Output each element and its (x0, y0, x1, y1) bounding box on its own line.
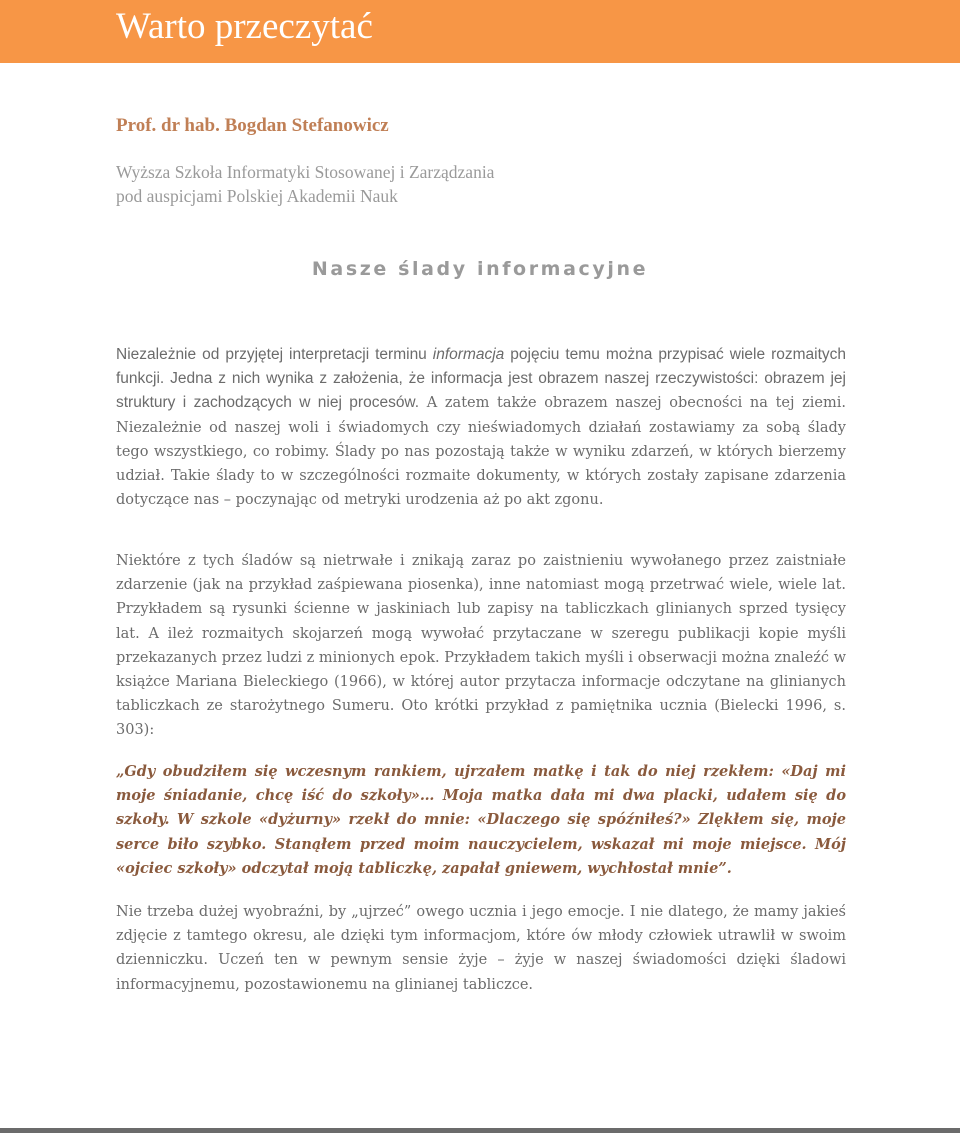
diary-quote (116, 760, 846, 881)
paragraph-1-rest: A zatem także obrazem naszej obecności na tej ziemi. Niezależnie od naszej woli i świadomych czy nieświadomych działań zostawiamy za sobą ślady tego wszystkiego, co robimy. Ślady po nas pozostają także w wyniku zdarzeń, w których bierzemy udział. Takie ślady to w szczególności rozmaite dokumenty, w których zostały zapisane zdarzenia dotyczące nas – poczynając od metryki urodzenia aż po akt zgonu. (116, 395, 847, 509)
page-title: Warto przeczytać (116, 6, 373, 47)
affiliation (116, 160, 494, 208)
paragraph-1-lead: Niezależnie od przyjętej interpretacji terminu (116, 346, 433, 363)
author-name: Prof. dr hab. Bogdan Stefanowicz (116, 115, 389, 136)
paragraph-1-term: informacja (432, 346, 505, 363)
paragraph-1 (116, 343, 846, 512)
paragraph-3 (116, 900, 846, 997)
diary-quote-text: „Gdy obudziłem się wczesnym rankiem, ujrzałem matkę i tak do niej rzekłem: «Daj mi moje śniadanie, chcę iść do szkoły»… Moja matka dała mi dwa placki, udałem się do szkoły. W szkole «dyżurny» rzekł do mnie: «Dlaczego się spóźniłeś?» Zlękłem się, moje serce biło szybko. Stanąłem przed moim nauczycielem, wskazał mi moje miejsce. Mój «ojciec szkoły» odczytał moją tabliczkę, zapałał gniewem, wychłostał mnie”. (116, 763, 846, 877)
paragraph-2 (116, 549, 846, 743)
affiliation-line-1: Wyższa Szkoła Informatyki Stosowanej i Zarządzania (116, 162, 495, 182)
article-title: Nasze ślady informacyjne (311, 258, 649, 280)
footer-divider (0, 1128, 960, 1133)
paragraph-3-text: Nie trzeba dużej wyobraźni, by „ujrzeć” owego ucznia i jego emocje. I nie dlatego, że mamy jakieś zdjęcie z tamtego okresu, ale dzięki tym informacjom, które ów młody człowiek utrawlił w swoim dzienniczku. Uczeń ten w pewnym sensie żyje – żyje w naszej świadomości dzięki śladowi informacyjnemu, pozostawionemu na glinianej tabliczce. (116, 904, 846, 993)
paragraph-1-after-term: pojęciu temu można przypisać wiele rozmaitych funkcji. Jedna z nich wynika z założenia, że informacja jest obrazem naszej rzeczywistości: obrazem jej struktury i zachodzących w niej procesów. (116, 346, 846, 412)
affiliation-line-2: pod auspicjami Polskiej Akademii Nauk (116, 186, 398, 206)
paragraph-2-text: Niektóre z tych śladów są nietrwałe i znikają zaraz po zaistnieniu wywołanego przez zaistniałe zdarzenie (jak na przykład zaśpiewana piosenka), inne natomiast mogą przetrwać wiele, wiele lat. Przykładem są rysunki ścienne w jaskiniach lub zapisy na tabliczkach glinianych sprzed tysięcy lat. A ileż rozmaitych skojarzeń mogą wywołać przytaczane w szeregu publikacji kopie myśli przekazanych przez ludzi z minionych epok. Przykładem takich myśli i obserwacji można znaleźć w książce Mariana Bieleckiego (1966), w której autor przytacza informacje odczytane na glinianych tabliczkach ze starożytnego Sumeru. Oto krótki przykład z pamiętnika ucznia (Bielecki 1996, s. 303): (116, 553, 846, 739)
header-banner (0, 0, 960, 63)
